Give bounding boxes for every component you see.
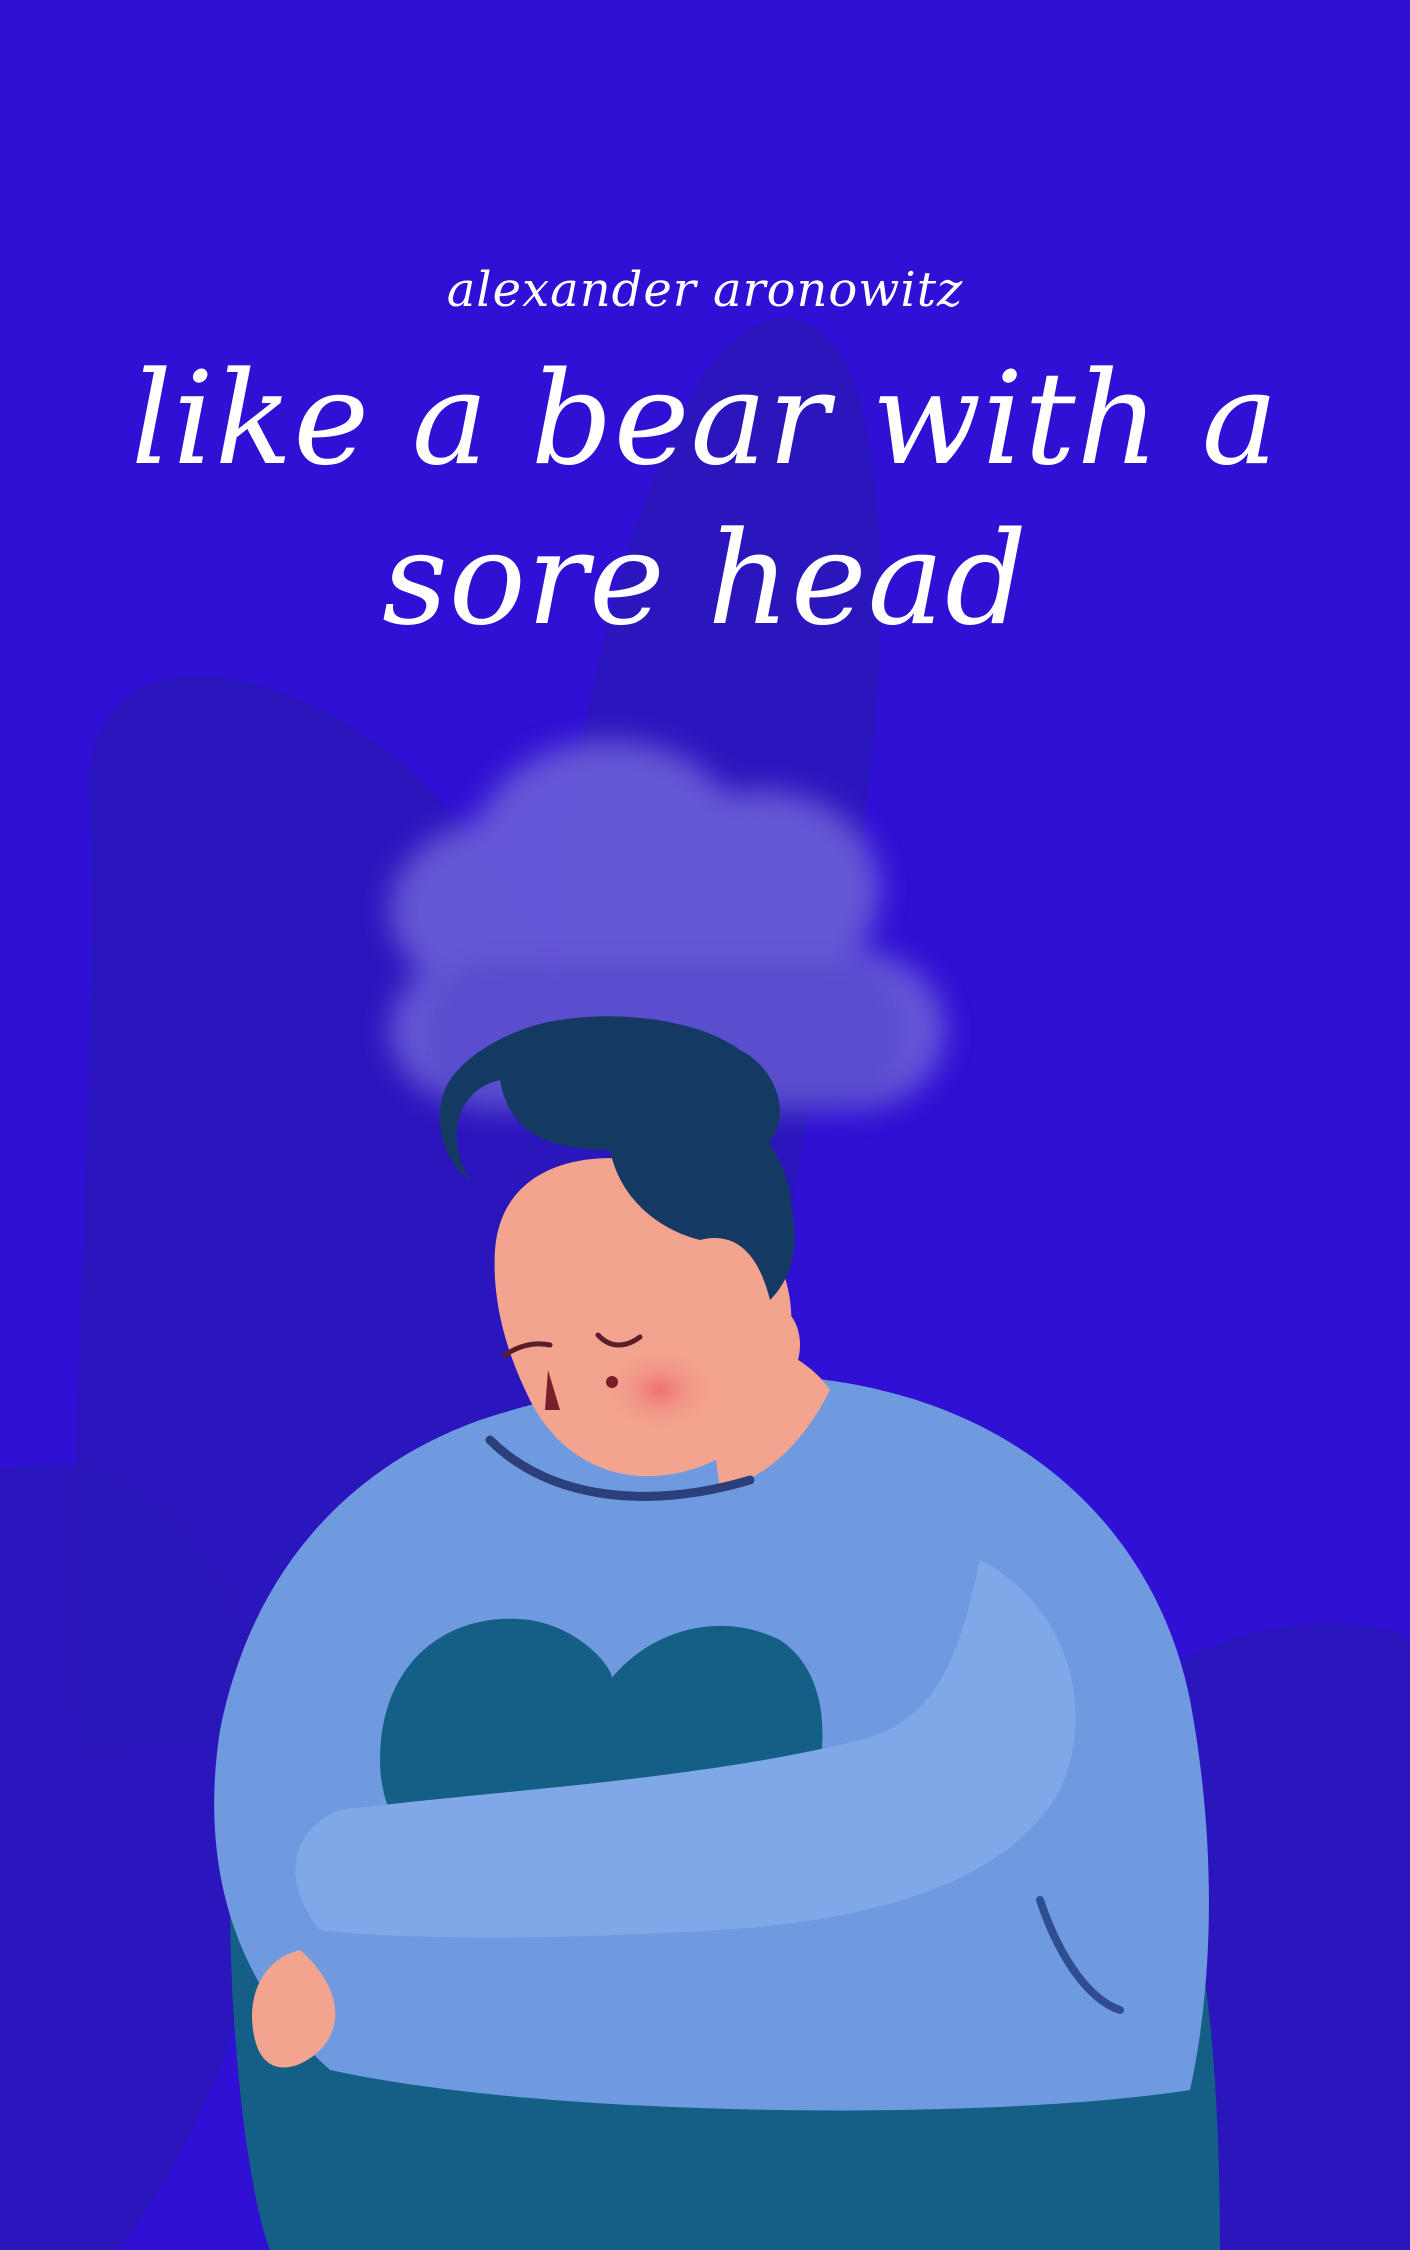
title-line-1: like a bear with a xyxy=(130,345,1280,494)
tear xyxy=(606,1376,618,1388)
cheek-blush xyxy=(600,1345,720,1435)
author-name: alexander aronowitz xyxy=(446,262,964,318)
title-line-2: sore head xyxy=(382,505,1028,654)
ear xyxy=(750,1307,800,1383)
